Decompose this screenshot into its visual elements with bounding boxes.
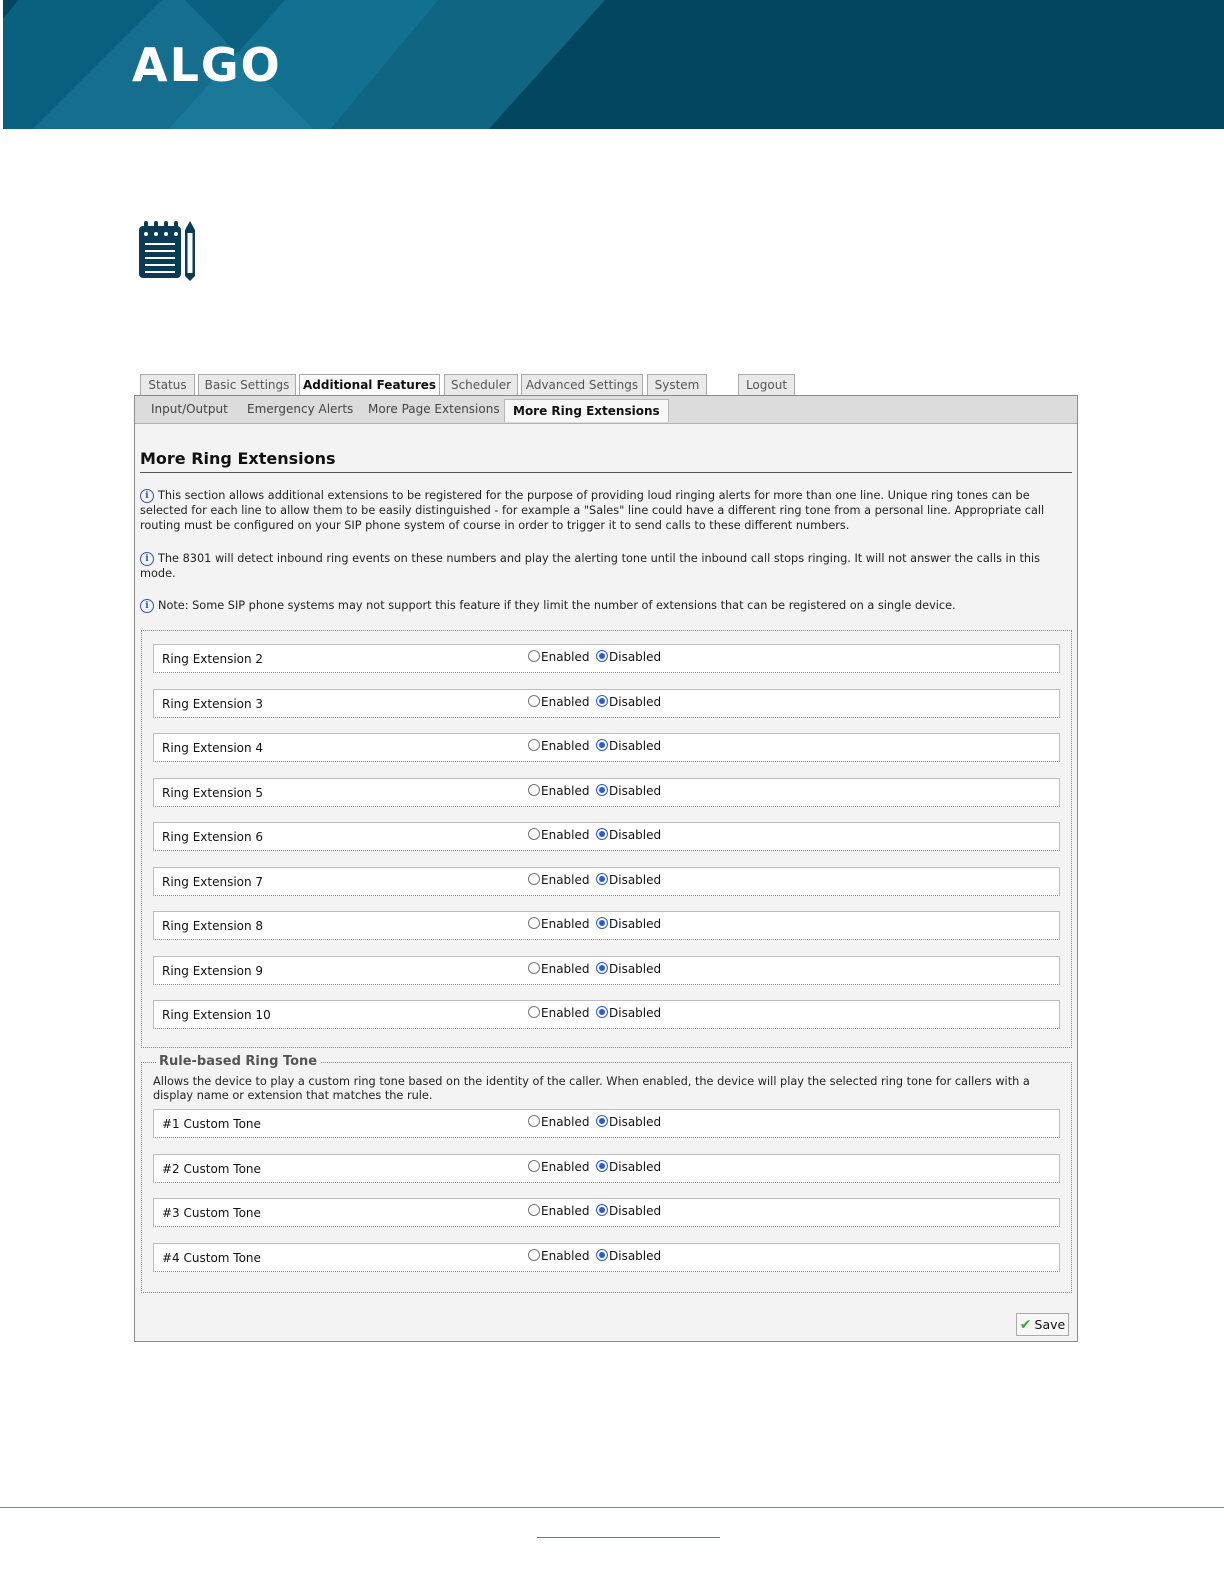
radio-disabled-option[interactable] <box>596 1204 661 1218</box>
radio-label: Disabled <box>609 828 662 842</box>
radio-label: Enabled <box>541 1204 590 1218</box>
radio-disabled-option[interactable] <box>596 784 661 798</box>
radio-enabled[interactable] <box>528 650 540 662</box>
radio-disabled-option[interactable] <box>596 1160 661 1174</box>
radio-disabled[interactable] <box>596 695 608 707</box>
radio-label: Enabled <box>541 783 590 798</box>
radio-disabled[interactable] <box>596 828 608 840</box>
info-paragraph: i This section allows additional extensions to be registered for the purpose of providing loud ringing alerts for more than one line. Unique ring tones can be selected for each line to allow them to be easily distinguished - for example a "Sales" line could have a different ring tone from a personal line. Appropriate call routing must be configured on your SIP phone system of course in order to trigger it to send calls to these different numbers. <box>140 489 1045 532</box>
info-icon: i <box>140 552 154 566</box>
radio-enabled-option[interactable] <box>528 650 590 664</box>
radio-disabled-option[interactable] <box>596 873 661 887</box>
tab-system[interactable]: System <box>647 374 707 395</box>
radio-label: Enabled <box>541 739 590 753</box>
radio-disabled[interactable] <box>596 1160 608 1172</box>
setting-label: #4 Custom Tone <box>162 1250 261 1265</box>
radio-enabled[interactable] <box>528 1006 540 1018</box>
info-paragraph: i The 8301 will detect inbound ring events on these numbers and play the alerting tone until the inbound call stops ringing. It will not answer the calls in this mode. <box>140 552 1041 580</box>
setting-label: Ring Extension 8 <box>162 919 264 933</box>
radio-enabled-option[interactable] <box>528 784 590 798</box>
radio-enabled-option[interactable] <box>528 1006 590 1020</box>
ring-extension-row <box>153 778 1060 807</box>
radio-label: Enabled <box>541 917 590 931</box>
ring-extension-row <box>153 689 1060 718</box>
radio-label: Disabled <box>609 694 662 709</box>
ring-extension-row <box>153 867 1060 896</box>
radio-label: Disabled <box>609 739 662 753</box>
radio-disabled[interactable] <box>596 1006 608 1018</box>
radio-enabled[interactable] <box>528 784 540 796</box>
radio-enabled-option[interactable] <box>528 917 590 931</box>
group-description: Allows the device to play a custom ring tone based on the identity of the caller. When enabled, the device will play the selected ring tone for callers with a display name or extension that matches the rule. <box>153 1075 1030 1102</box>
radio-label: Enabled <box>541 1248 590 1263</box>
radio-label: Enabled <box>541 1006 590 1020</box>
setting-label: Ring Extension 3 <box>162 696 264 711</box>
ring-extension-row <box>153 1000 1060 1029</box>
custom-tone-row <box>153 1154 1060 1183</box>
radio-disabled-option[interactable] <box>596 1006 661 1020</box>
radio-label: Disabled <box>609 1159 662 1174</box>
radio-enabled[interactable] <box>528 917 540 929</box>
save-button[interactable]: ✔ Save <box>1016 1313 1069 1336</box>
setting-label: Ring Extension 5 <box>162 785 264 800</box>
radio-label: Disabled <box>609 1006 662 1020</box>
radio-disabled[interactable] <box>596 784 608 796</box>
radio-label: Enabled <box>541 650 590 664</box>
radio-label: Enabled <box>541 961 590 976</box>
radio-label: Enabled <box>541 872 590 887</box>
ring-extensions-group <box>141 630 1072 1048</box>
radio-disabled[interactable] <box>596 962 608 974</box>
radio-label: Disabled <box>609 1115 662 1129</box>
radio-disabled-option[interactable] <box>596 828 661 842</box>
radio-enabled[interactable] <box>528 828 540 840</box>
radio-enabled[interactable] <box>528 1115 540 1127</box>
radio-enabled[interactable] <box>528 1249 540 1261</box>
setting-label: Ring Extension 7 <box>162 874 264 889</box>
radio-enabled[interactable] <box>528 739 540 751</box>
radio-label: Disabled <box>609 1248 662 1263</box>
radio-label: Enabled <box>541 1159 590 1174</box>
setting-label: Ring Extension 4 <box>162 741 264 755</box>
tab-additional-features[interactable]: Additional Features <box>299 374 440 397</box>
custom-tone-row <box>153 1198 1060 1227</box>
info-icon: i <box>140 489 154 503</box>
ring-extension-row <box>153 911 1060 940</box>
tab-logout[interactable]: Logout <box>738 374 795 395</box>
radio-label: Disabled <box>609 783 662 798</box>
page-title: More Ring Extensions <box>140 449 336 468</box>
radio-enabled[interactable] <box>528 962 540 974</box>
subtab-more-page-extensions[interactable]: More Page Extensions <box>368 402 500 416</box>
radio-label: Disabled <box>609 872 662 887</box>
radio-label: Disabled <box>609 961 662 976</box>
subtab-emergency-alerts[interactable]: Emergency Alerts <box>247 402 354 416</box>
group-legend: Rule-based Ring Tone <box>156 1054 320 1069</box>
radio-disabled[interactable] <box>596 1115 608 1127</box>
divider <box>140 472 1072 473</box>
ring-extension-row <box>153 733 1060 762</box>
radio-enabled-option[interactable] <box>528 739 590 753</box>
footer-divider <box>0 1507 1224 1508</box>
setting-label: Ring Extension 9 <box>162 963 264 978</box>
tab-basic-settings[interactable]: Basic Settings <box>198 374 296 395</box>
radio-enabled-option[interactable] <box>528 828 590 842</box>
radio-disabled-option[interactable] <box>596 695 661 709</box>
ring-extension-row <box>153 822 1060 851</box>
radio-enabled[interactable] <box>528 873 540 885</box>
radio-disabled-option[interactable] <box>596 650 661 664</box>
radio-label: Disabled <box>609 650 662 664</box>
custom-tone-row <box>153 1243 1060 1272</box>
custom-tone-row <box>153 1109 1060 1138</box>
radio-label: Disabled <box>609 1204 662 1218</box>
radio-enabled[interactable] <box>528 1204 540 1216</box>
notepad-icon <box>138 220 198 286</box>
radio-disabled-option[interactable] <box>596 739 661 753</box>
radio-label: Enabled <box>541 694 590 709</box>
rule-based-ring-tone-group <box>141 1054 1072 1293</box>
setting-label: #1 Custom Tone <box>162 1117 261 1131</box>
tab-advanced-settings[interactable]: Advanced Settings <box>521 374 643 395</box>
algo-logo: ALGO <box>132 38 282 92</box>
radio-enabled-option[interactable] <box>528 873 590 887</box>
info-paragraph: i Note: Some SIP phone systems may not support this feature if they limit the number of extensions that can be registered on a single device. <box>140 598 1070 613</box>
radio-disabled[interactable] <box>596 1249 608 1261</box>
setting-label: Ring Extension 10 <box>162 1008 271 1022</box>
subtab-more-ring-extensions[interactable]: More Ring Extensions <box>504 399 669 422</box>
setting-label: Ring Extension 2 <box>162 652 264 666</box>
radio-enabled[interactable] <box>528 695 540 707</box>
radio-disabled[interactable] <box>596 917 608 929</box>
footer-link-underline <box>537 1537 720 1538</box>
radio-disabled[interactable] <box>596 739 608 751</box>
radio-enabled-option[interactable] <box>528 962 590 976</box>
radio-disabled-option[interactable] <box>596 962 661 976</box>
radio-disabled-option[interactable] <box>596 1249 661 1263</box>
radio-enabled-option[interactable] <box>528 1160 590 1174</box>
radio-disabled-option[interactable] <box>596 917 661 931</box>
info-icon: i <box>140 599 154 613</box>
setting-label: #2 Custom Tone <box>162 1161 261 1176</box>
tab-status[interactable]: Status <box>140 374 195 395</box>
main-content <box>135 424 1077 1341</box>
tab-scheduler[interactable]: Scheduler <box>444 374 518 395</box>
radio-enabled-option[interactable] <box>528 695 590 709</box>
radio-disabled[interactable] <box>596 650 608 662</box>
setting-label: Ring Extension 6 <box>162 830 264 844</box>
radio-label: Enabled <box>541 828 590 842</box>
radio-disabled-option[interactable] <box>596 1115 661 1129</box>
setting-label: #3 Custom Tone <box>162 1206 261 1220</box>
radio-disabled[interactable] <box>596 1204 608 1216</box>
checkmark-icon: ✔ <box>1019 1316 1032 1333</box>
ring-extension-row <box>153 956 1060 985</box>
ring-extension-row <box>153 644 1060 673</box>
radio-enabled[interactable] <box>528 1160 540 1172</box>
subtab-input-output[interactable]: Input/Output <box>151 402 228 416</box>
radio-label: Disabled <box>609 917 662 931</box>
sub-tabs <box>135 396 1077 424</box>
radio-enabled-option[interactable] <box>528 1115 590 1129</box>
radio-enabled-option[interactable] <box>528 1249 590 1263</box>
radio-disabled[interactable] <box>596 873 608 885</box>
settings-panel <box>134 395 1078 1342</box>
radio-label: Enabled <box>541 1115 590 1129</box>
radio-enabled-option[interactable] <box>528 1204 590 1218</box>
